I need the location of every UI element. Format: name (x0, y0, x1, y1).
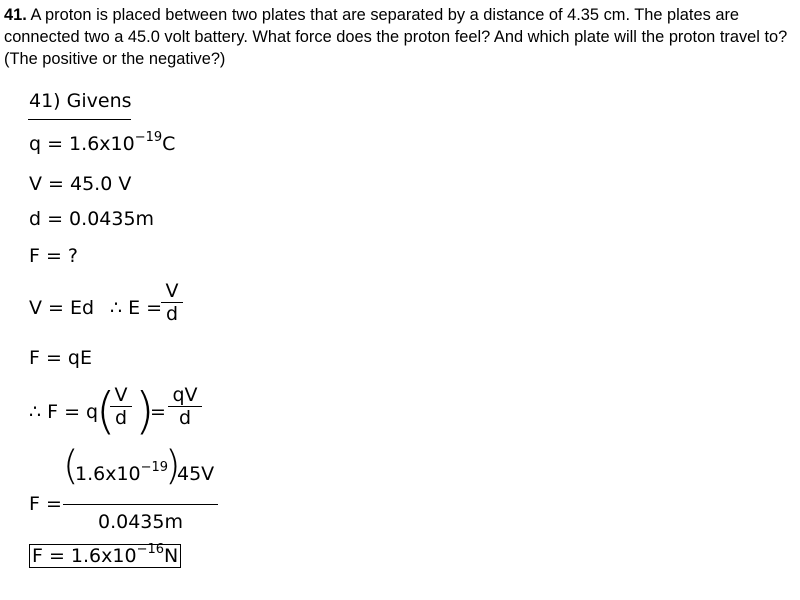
final-answer: $F = 1.6x10^{-16}N$ (29, 545, 181, 567)
field-equation-therefore: ∴ E = (110, 297, 163, 319)
numeric-lhs: F = (29, 493, 62, 515)
heading-underline (28, 119, 131, 120)
inner-fraction: V d (110, 384, 132, 429)
question-body: A proton is placed between two plates that are separated by a distance of 4.35 cm. The plates are connected two a 45.0 volt battery. What force does the proton feel? And which plate will the proton travel to? (The positive or the negative?) (4, 6, 788, 68)
substitution-lhs: ∴ F = q (29, 401, 99, 423)
numeric-numerator: ( $1.6x10^{-19}$ ) 45V (63, 443, 215, 489)
numeric-fraction (63, 443, 218, 533)
given-voltage: V = 45.0 V (29, 173, 132, 195)
question-text (4, 4, 794, 70)
given-force: F = ? (29, 245, 79, 267)
numeric-denominator: 0.0435m (98, 511, 183, 533)
field-equation-lhs: V = Ed (29, 297, 95, 319)
question-number: 41. (4, 6, 27, 24)
result-fraction: qV d (168, 384, 202, 429)
given-charge: $q = 1.6x10^{-19}C$ (29, 130, 176, 155)
force-law: F = qE (29, 347, 92, 369)
givens-heading: 41) Givens (29, 90, 132, 112)
right-paren: ) (135, 382, 155, 440)
given-distance: d = 0.0435m (29, 208, 155, 230)
substitution-equals: = (150, 401, 166, 423)
field-denominator: d (165, 303, 179, 325)
field-numerator: V (165, 280, 179, 302)
left-paren: ( (96, 382, 116, 440)
field-fraction (161, 280, 183, 325)
